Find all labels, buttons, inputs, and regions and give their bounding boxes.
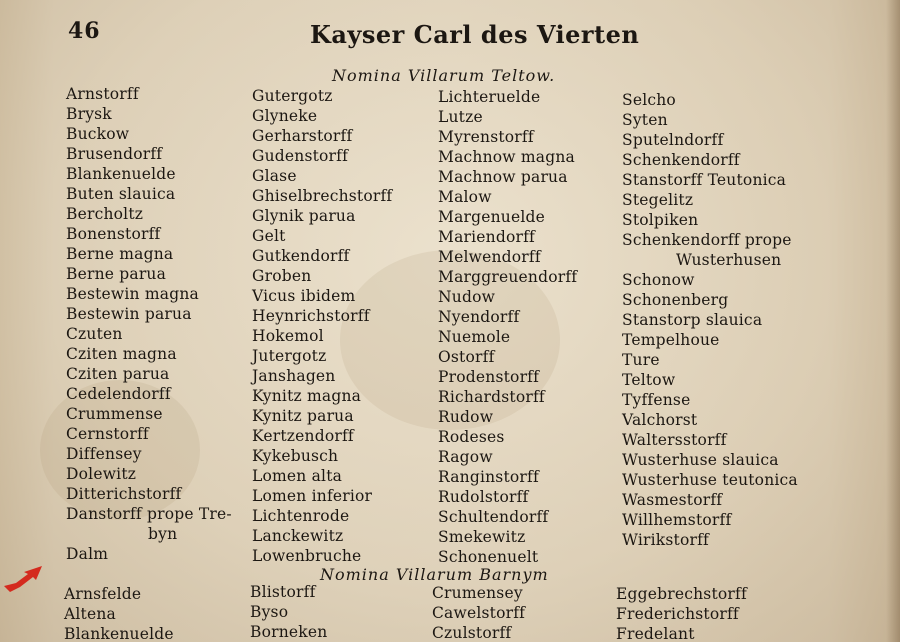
- village-name: Berne magna: [66, 245, 174, 263]
- village-name: Cernstorff: [66, 425, 149, 443]
- village-name: Wirikstorff: [622, 531, 709, 549]
- village-name: Stanstorff Teutonica: [622, 171, 787, 189]
- village-name: Nuemole: [438, 328, 511, 346]
- village-name: Bonenstorff: [66, 225, 161, 243]
- village-name: Gudenstorff: [252, 147, 349, 165]
- village-name: Nudow: [438, 288, 496, 306]
- village-name: Stanstorp slauica: [622, 311, 763, 329]
- village-name: Cawelstorff: [432, 604, 526, 622]
- village-name: Bercholtz: [66, 205, 144, 223]
- village-name: Schultendorff: [438, 508, 549, 526]
- village-name: Glyneke: [252, 107, 318, 125]
- village-name: Mariendorff: [438, 228, 535, 246]
- village-name: Groben: [252, 267, 312, 285]
- village-name: Byso: [250, 603, 289, 621]
- village-name: Lutze: [438, 108, 483, 126]
- village-name: Vicus ibidem: [252, 287, 356, 305]
- village-name: Schonow: [622, 271, 695, 289]
- village-name: Lowenbruche: [252, 547, 362, 565]
- village-name: Glynik parua: [252, 207, 356, 225]
- village-name: Heynrichstorff: [252, 307, 370, 325]
- barnym-column-4: [616, 584, 747, 642]
- village-name: Valchorst: [622, 411, 698, 429]
- village-name: Fredelant: [616, 625, 695, 642]
- village-name: Blistorff: [250, 583, 316, 601]
- village-name: Richardstorff: [438, 388, 545, 406]
- village-name-dalm: Dalm: [66, 545, 109, 563]
- village-name: Brusendorff: [66, 145, 163, 163]
- village-name: Buckow: [66, 125, 130, 143]
- village-name: Stolpiken: [622, 211, 699, 229]
- village-name: Nyendorff: [438, 308, 520, 326]
- village-name: Eggebrechstorff: [616, 585, 747, 603]
- village-name: Wusterhuse teutonica: [622, 471, 798, 489]
- village-column-3: [438, 87, 577, 567]
- village-name: Kykebusch: [252, 447, 339, 465]
- barnym-column-3: [432, 583, 525, 642]
- village-name: Bestewin parua: [66, 305, 192, 323]
- village-name: Schonenuelt: [438, 548, 539, 566]
- village-name: Cedelendorff: [66, 385, 171, 403]
- village-name-continuation: Wusterhusen: [676, 251, 782, 269]
- village-name: Malow: [438, 188, 492, 206]
- village-name: Ragow: [438, 448, 493, 466]
- village-name: Willhemstorff: [622, 511, 732, 529]
- village-name: Lichtenrode: [252, 507, 350, 525]
- village-name: Crummense: [66, 405, 163, 423]
- village-name: Lichteruelde: [438, 88, 541, 106]
- red-arrow-icon: [2, 560, 64, 594]
- village-name: Machnow magna: [438, 148, 575, 166]
- village-name: Blankenuelde: [64, 625, 174, 642]
- village-name: Kynitz parua: [252, 407, 354, 425]
- village-name: Hokemol: [252, 327, 324, 345]
- village-name: Glase: [252, 167, 297, 185]
- village-column-4: [622, 90, 798, 550]
- village-name: Dolewitz: [66, 465, 137, 483]
- village-name: Cziten magna: [66, 345, 177, 363]
- barnym-column-2: [250, 582, 327, 642]
- village-name: Lomen alta: [252, 467, 343, 485]
- village-name: Ghiselbrechstorff: [252, 187, 393, 205]
- village-column-2: [252, 86, 392, 566]
- running-head: Kayser Carl des Vierten: [310, 20, 640, 49]
- village-name: Arnstorff: [66, 85, 139, 103]
- village-name: Ture: [622, 351, 660, 369]
- village-column-1: [66, 84, 232, 564]
- village-name: Lomen inferior: [252, 487, 373, 505]
- village-name: Ranginstorff: [438, 468, 539, 486]
- village-name: Selcho: [622, 91, 676, 109]
- village-name: Waltersstorff: [622, 431, 727, 449]
- village-name: Wasmestorff: [622, 491, 723, 509]
- village-name: Czuten: [66, 325, 123, 343]
- village-name: Smekewitz: [438, 528, 526, 546]
- village-name: Arnsfelde: [64, 585, 142, 603]
- village-name: Gutergotz: [252, 87, 333, 105]
- village-name: Rudolstorff: [438, 488, 529, 506]
- page-edge-shadow: [886, 0, 900, 642]
- section-title-barnym: Nomina Villarum Barnym: [320, 565, 549, 584]
- village-name: Marggreuendorff: [438, 268, 578, 286]
- village-name: Gutkendorff: [252, 247, 350, 265]
- village-name: Altena: [64, 605, 116, 623]
- village-name: Schenkendorff: [622, 151, 740, 169]
- village-name: Margenuelde: [438, 208, 546, 226]
- village-name: Cziten parua: [66, 365, 170, 383]
- barnym-column-1: [64, 584, 174, 642]
- village-name-continuation: byn: [148, 525, 178, 543]
- village-name: Crumensey: [432, 584, 523, 602]
- village-name: Schonenberg: [622, 291, 729, 309]
- village-name: Stegelitz: [622, 191, 694, 209]
- village-name: Lanckewitz: [252, 527, 344, 545]
- village-name: Teltow: [622, 371, 676, 389]
- village-name: Blankenuelde: [66, 165, 176, 183]
- village-name: Kynitz magna: [252, 387, 362, 405]
- village-name: Rodeses: [438, 428, 505, 446]
- village-name: Danstorff prope Tre-: [66, 505, 232, 523]
- village-name: Janshagen: [252, 367, 336, 385]
- village-name: Ostorff: [438, 348, 495, 366]
- village-name: Machnow parua: [438, 168, 568, 186]
- village-name: Myrenstorff: [438, 128, 534, 146]
- village-name: Ditterichstorff: [66, 485, 182, 503]
- village-name: Kertzendorff: [252, 427, 354, 445]
- village-name: Sputelndorff: [622, 131, 724, 149]
- village-name: Bestewin magna: [66, 285, 199, 303]
- village-name: Berne parua: [66, 265, 167, 283]
- section-title-teltow: Nomina Villarum Teltow.: [332, 66, 556, 85]
- village-name: Tyffense: [622, 391, 691, 409]
- village-name: Gerharstorff: [252, 127, 353, 145]
- village-name: Gelt: [252, 227, 286, 245]
- village-name: Buten slauica: [66, 185, 176, 203]
- village-name: Rudow: [438, 408, 494, 426]
- village-name: Wusterhuse slauica: [622, 451, 779, 469]
- village-name: Borneken: [250, 623, 328, 641]
- village-name: Jutergotz: [252, 347, 327, 365]
- village-name: Syten: [622, 111, 668, 129]
- page-number: 46: [68, 18, 101, 44]
- village-name: Schenkendorff prope: [622, 231, 792, 249]
- village-name: Brysk: [66, 105, 112, 123]
- village-name: Tempelhoue: [622, 331, 720, 349]
- village-name: Frederichstorff: [616, 605, 739, 623]
- village-name: Diffensey: [66, 445, 142, 463]
- village-name: Czulstorff: [432, 624, 512, 642]
- village-name: Prodenstorff: [438, 368, 540, 386]
- village-name: Melwendorff: [438, 248, 541, 266]
